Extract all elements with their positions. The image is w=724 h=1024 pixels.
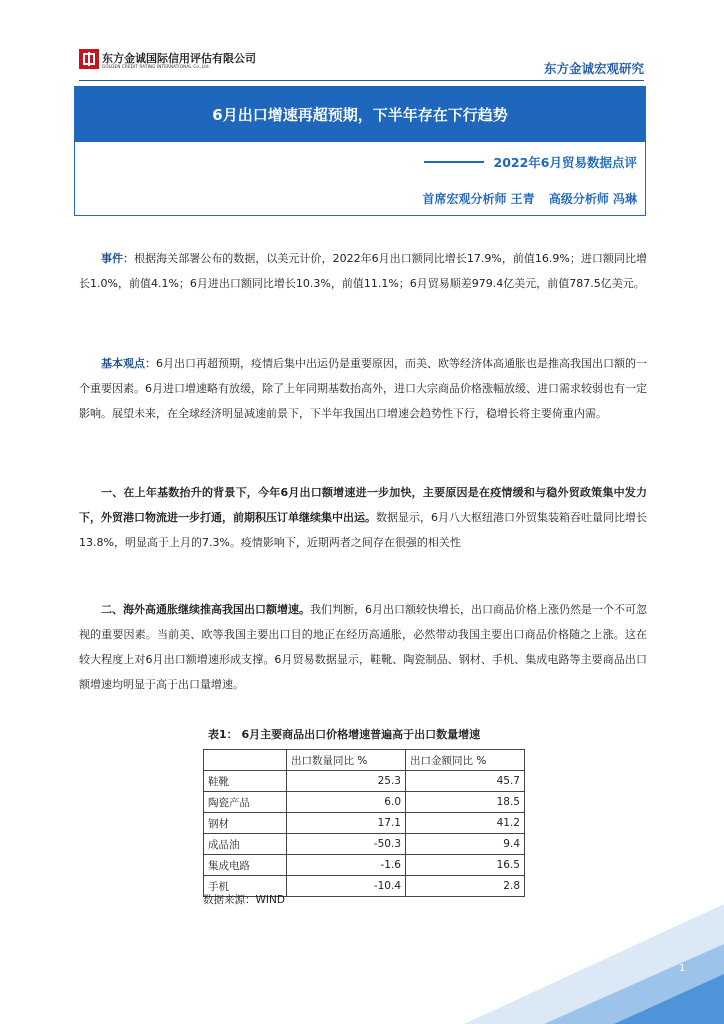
section-1-paragraph xyxy=(79,480,647,555)
row-qty: 6.0 xyxy=(287,792,406,813)
event-paragraph xyxy=(79,246,647,296)
row-amt: 16.5 xyxy=(406,855,525,876)
table-header-amt: 出口金额同比 % xyxy=(406,750,525,771)
analyst-2: 高级分析师 冯琳 xyxy=(548,192,637,206)
row-amt: 18.5 xyxy=(406,792,525,813)
row-amt: 41.2 xyxy=(406,813,525,834)
row-name: 鞋靴 xyxy=(204,771,287,792)
table-header-blank xyxy=(204,750,287,771)
report-title: 6月出口增速再超预期，下半年存在下行趋势 xyxy=(75,87,645,142)
table-row xyxy=(204,792,525,813)
view-lead: 基本观点： xyxy=(101,357,156,370)
subtitle-dash xyxy=(424,161,484,163)
event-lead: 事件： xyxy=(101,252,135,265)
table-row xyxy=(204,855,525,876)
row-amt: 2.8 xyxy=(406,876,525,897)
company-logo xyxy=(79,49,99,69)
section-2-heading: 二、海外高通胀继续推高我国出口额增速。 xyxy=(101,603,310,616)
row-qty: 25.3 xyxy=(287,771,406,792)
row-qty: 17.1 xyxy=(287,813,406,834)
section-1-text: 数据显示，6月八大枢纽港口外贸集装箱吞吐量同比增长13.8%，明显高于上月的7.3%。疫情影响下，近期两者之间存在很强的相关性 xyxy=(79,511,647,549)
table-row xyxy=(204,771,525,792)
table-source: 数据来源：WIND xyxy=(203,894,285,906)
table-header-row xyxy=(204,750,525,771)
row-qty: -10.4 xyxy=(287,876,406,897)
brand-label: 东方金诚宏观研究 xyxy=(543,61,644,76)
row-name: 钢材 xyxy=(204,813,287,834)
row-name: 成品油 xyxy=(204,834,287,855)
table-row xyxy=(204,834,525,855)
analyst-1: 首席宏观分析师 王青 xyxy=(422,192,535,206)
row-amt: 9.4 xyxy=(406,834,525,855)
row-amt: 45.7 xyxy=(406,771,525,792)
view-text: 6月出口再超预期，疫情后集中出运仍是重要原因，而美、欧等经济体高通胀也是推高我国出口额的一个重要因素。6月进口增速略有放缓，除了上年同期基数抬高外，进口大宗商品价格涨幅放缓、进口需求较弱也有一定影响。展望未来，在全球经济明显减速前景下，下半年我国出口增速会趋势性下行，稳增长将主要倚重内需。 xyxy=(79,357,647,420)
table-title: 表1： 6月主要商品出口价格增速普遍高于出口数量增速 xyxy=(208,728,481,741)
company-name: 东方金诚国际信用评估有限公司 xyxy=(102,52,256,65)
row-qty: -1.6 xyxy=(287,855,406,876)
table-header-qty: 出口数量同比 % xyxy=(287,750,406,771)
table-row xyxy=(204,813,525,834)
corner-decoration xyxy=(464,874,724,1024)
company-name-en: GOLDEN CREDIT RATING INTERNATIONAL Co.,Ltd. xyxy=(102,64,211,69)
row-name: 手机 xyxy=(204,876,287,897)
subtitle-text: 2022年6月贸易数据点评 xyxy=(493,155,637,170)
analysts xyxy=(422,190,637,207)
row-qty: -50.3 xyxy=(287,834,406,855)
title-box xyxy=(74,86,646,216)
section-2-paragraph xyxy=(79,597,647,697)
row-name: 集成电路 xyxy=(204,855,287,876)
header-divider xyxy=(79,80,644,81)
report-subtitle xyxy=(424,153,638,171)
view-paragraph xyxy=(79,351,647,426)
row-name: 陶瓷产品 xyxy=(204,792,287,813)
page-number: 1 xyxy=(679,963,686,974)
section-2-text: 我们判断，6月出口额较快增长，出口商品价格上涨仍然是一个不可忽视的重要因素。当前美、欧等我国主要出口目的地正在经历高通胀，必然带动我国主要出口商品价格随之上涨。这在较大程度上对6月出口额增速形成支撑。6月贸易数据显示，鞋靴、陶瓷制品、钢材、手机、集成电路等主要商品出口额增速均明显于高于出口量增速。 xyxy=(79,603,647,691)
event-text: 根据海关部署公布的数据，以美元计价，2022年6月出口额同比增长17.9%，前值16.9%；进口额同比增长1.0%，前值4.1%；6月进出口额同比增长10.3%，前值11.1%；6月贸易顺差979.4亿美元，前值787.5亿美元。 xyxy=(79,252,648,290)
section-1-heading: 一、在上年基数抬升的背景下，今年6月出口额增速进一步加快，主要原因是在疫情缓和与稳外贸政策集中发力下，外贸港口物流进一步打通，前期积压订单继续集中出运。 xyxy=(79,486,647,524)
